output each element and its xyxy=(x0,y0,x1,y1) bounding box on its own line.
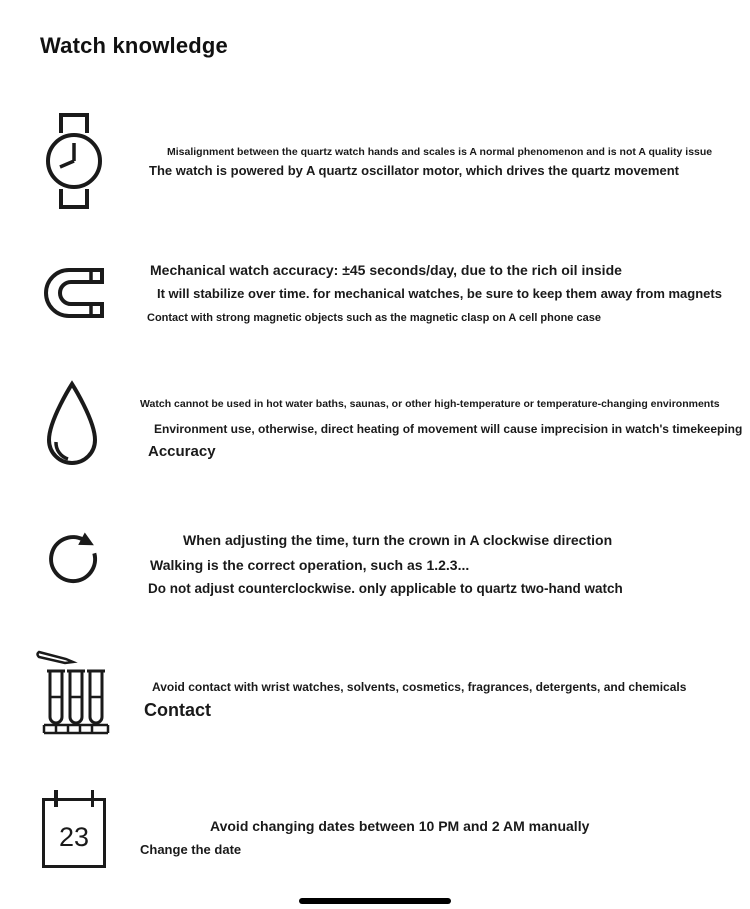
accuracy-heading: Accuracy xyxy=(148,443,216,460)
watch-icon xyxy=(40,110,108,212)
page-title: Watch knowledge xyxy=(40,33,228,58)
magnet-contact-line: Contact with strong magnetic objects such as the magnetic clasp on A cell phone case xyxy=(147,312,601,324)
quartz-note-line: Misalignment between the quartz watch hands and scales is A normal phenomenon and is not A quality issue xyxy=(167,146,713,158)
quartz-movement-line: The watch is powered by A quartz oscillator motor, which drives the quartz movement xyxy=(149,163,679,178)
water-drop-icon xyxy=(40,380,104,472)
calendar-day-number: 23 xyxy=(58,821,90,852)
test-tubes-icon xyxy=(36,645,116,740)
date-change-warning-line: Avoid changing dates between 10 PM and 2 AM manually xyxy=(210,818,590,834)
calendar-ring-left-icon xyxy=(54,790,58,807)
calendar-icon xyxy=(42,798,106,868)
hot-water-warning-line: Watch cannot be used in hot water baths, saunas, or other high-temperature or temperature-changing environments xyxy=(140,398,720,410)
contact-heading: Contact xyxy=(144,700,211,720)
change-date-heading: Change the date xyxy=(140,842,242,857)
bottom-divider-bar xyxy=(299,898,451,904)
clockwise-arrow-icon xyxy=(44,522,106,588)
counterclockwise-warning-line: Do not adjust counterclockwise. only applicable to quartz two-hand watch xyxy=(148,581,623,596)
crown-clockwise-line: When adjusting the time, turn the crown in A clockwise direction xyxy=(183,532,613,548)
heat-imprecision-line: Environment use, otherwise, direct heating of movement will cause imprecision in watch's timekeeping xyxy=(154,422,743,436)
calendar-ring-right-icon xyxy=(91,790,95,807)
magnet-icon xyxy=(38,263,110,323)
walking-operation-line: Walking is the correct operation, such as 1.2.3... xyxy=(150,557,470,573)
mechanical-accuracy-line: Mechanical watch accuracy: ±45 seconds/day, due to the rich oil inside xyxy=(150,262,622,278)
magnet-warning-line: It will stabilize over time. for mechanical watches, be sure to keep them away from magnets xyxy=(157,286,722,301)
chemicals-warning-line: Avoid contact with wrist watches, solvents, cosmetics, fragrances, detergents, and chemicals xyxy=(152,680,687,694)
